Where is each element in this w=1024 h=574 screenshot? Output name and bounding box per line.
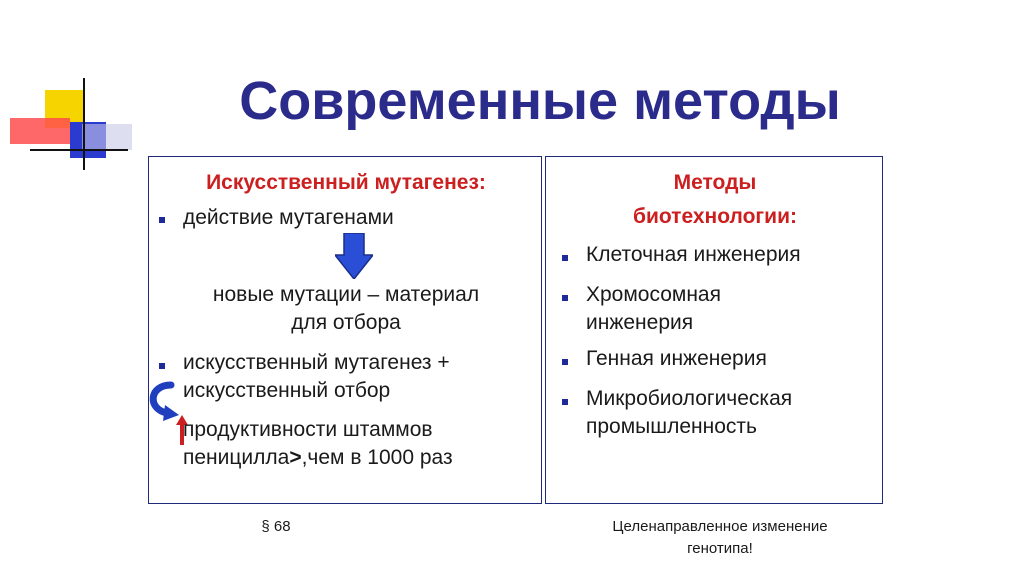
bullet-marker	[562, 295, 568, 301]
footer-note-line-1: Целенаправленное изменение	[612, 518, 828, 535]
bullet-marker	[562, 255, 568, 261]
outcome-organism: пеницилла	[183, 446, 290, 469]
list-item-cell-engineering: Клеточная инженерия	[586, 243, 801, 266]
slide-title: Современные методы	[239, 71, 841, 131]
list-item-microbio-line-1: Микробиологическая	[586, 387, 793, 410]
section-reference: § 68	[261, 518, 291, 535]
biotech-panel	[545, 156, 883, 504]
down-arrow-icon	[335, 233, 373, 279]
list-item-chromosome-line-2: инженерия	[586, 311, 694, 334]
bullet-mutagen-action: действие мутагенами	[183, 206, 394, 229]
outcome-magnitude: ,чем в 1000 раз	[301, 446, 453, 469]
outcome-line-1: продуктивности штаммов	[183, 418, 433, 441]
decorative-corner-graphic	[0, 0, 140, 170]
footer-note-line-2: генотипа!	[687, 540, 753, 557]
mutagenesis-panel	[148, 156, 542, 504]
panel-heading-line-2: биотехнологии:	[633, 205, 797, 228]
list-item-microbio-line-2: промышленность	[586, 415, 757, 438]
panel-heading-line-1: Методы	[673, 171, 757, 194]
bullet-marker	[562, 359, 568, 365]
greater-than-sign: >	[289, 446, 302, 469]
list-item-chromosome-line-1: Хромосомная	[586, 283, 721, 306]
bullet-marker	[159, 363, 165, 369]
result-line-2: для отбора	[291, 311, 401, 334]
result-line-1: новые мутации – материал	[212, 283, 480, 306]
bullet-marker	[159, 217, 165, 223]
panel-heading: Искусственный мутагенез:	[206, 171, 486, 194]
bullet-marker	[562, 399, 568, 405]
bullet-combined-line-1: искусственный мутагенез +	[183, 351, 450, 374]
outcome-line-2	[183, 444, 453, 471]
list-item-gene-engineering: Генная инженерия	[586, 347, 767, 370]
bullet-combined-line-2: искусственный отбор	[183, 379, 391, 402]
